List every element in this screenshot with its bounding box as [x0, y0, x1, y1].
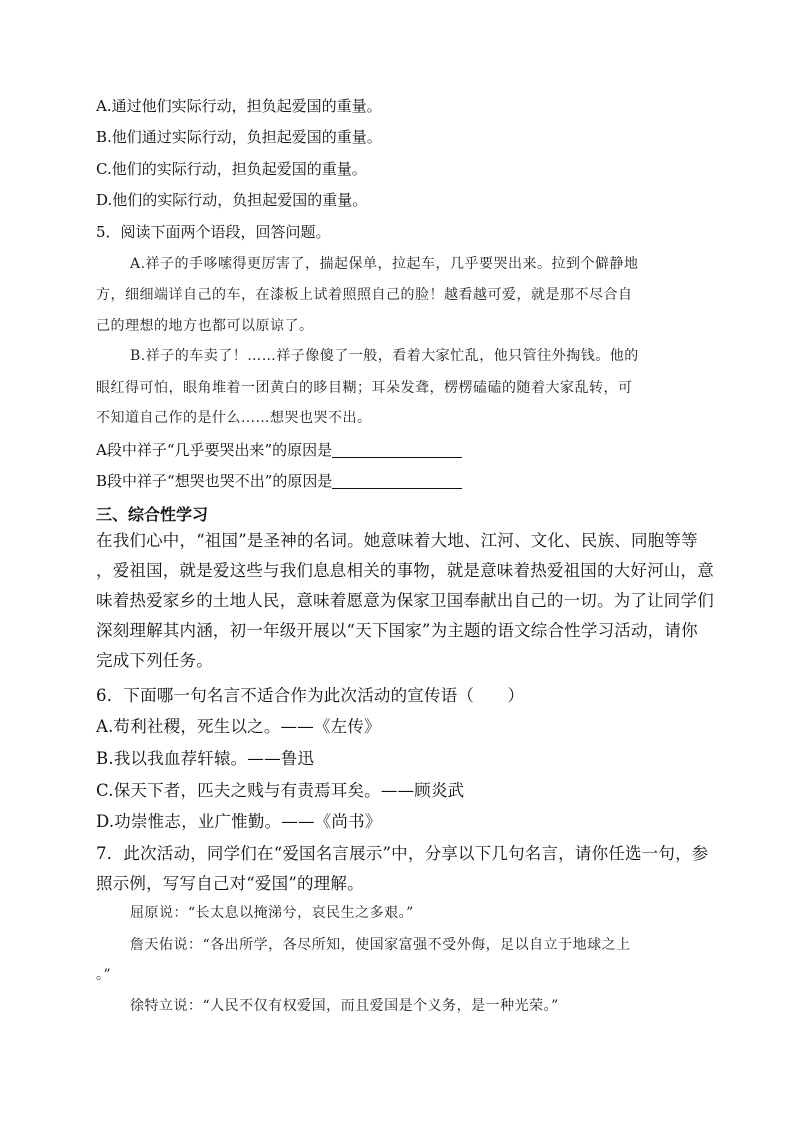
answer-blank-b[interactable]	[332, 473, 462, 489]
q7-stem-line-2: 照示例，写写自己对“爱国”的理解。	[96, 874, 364, 893]
q4-option-b: B.他们通过实际行动，负担起爱国的重量。	[96, 128, 382, 146]
q4-option-d: D.他们的实际行动，负担起爱国的重量。	[96, 191, 368, 209]
q5-question-b-text: B段中祥子“想哭也哭不出”的原因是	[96, 472, 333, 490]
q7-stem-line-1: 7．此次活动，同学们在“爱国名言展示”中，分享以下几句名言，请你任选一句，参	[96, 844, 709, 863]
passage-b-line-1: B.祥子的车卖了！……祥子像傻了一般，看着大家忙乱，他只管往外掏钱。他的	[130, 348, 639, 364]
passage-a-line-1: A.祥子的手哆嗦得更厉害了，揣起保单，拉起车，几乎要哭出来。拉到个僻静地	[130, 256, 639, 272]
q6-stem: 6．下面哪一句名言不适合作为此次活动的宣传语（ ）	[96, 686, 525, 705]
q5-question-a	[96, 440, 462, 460]
q6-option-a: A.苟利社稷，死生以之。——《左传》	[96, 717, 381, 736]
intro-line-1: 在我们心中，“祖国”是圣神的名词。她意味着大地、江河、文化、民族、同胞等等	[96, 531, 698, 550]
q5-question-a-text: A段中祥子“几乎要哭出来”的原因是	[96, 441, 333, 459]
passage-a-line-2: 方，细细端详自己的车，在漆板上试着照照自己的脸！越看越可爱，就是那不尽合自	[96, 287, 633, 303]
q6-option-d: D.功崇惟志，业广惟勤。——《尚书》	[96, 812, 382, 831]
quote-zhan-tianyou: 詹天佑说：“各出所学，各尽所知，使国家富强不受外侮，足以自立于地球之上	[130, 937, 631, 953]
passage-b-line-3: 不知道自己作的是什么……想哭也哭不出。	[96, 410, 372, 426]
q5-question-b	[96, 471, 462, 491]
intro-line-4: 深刻理解其内涵，初一年级开展以“天下国家”为主题的语文综合性学习活动，请你	[96, 621, 698, 640]
q4-option-a: A.通过他们实际行动，担负起爱国的重量。	[96, 97, 382, 115]
intro-line-2: ，爱祖国，就是爱这些与我们息息相关的事物，就是意味着热爱祖国的大好河山，意	[96, 561, 714, 580]
quote-qu-yuan: 屈原说：“长太息以掩涕兮，哀民生之多艰。”	[130, 905, 414, 921]
q5-stem: 5．阅读下面两个语段，回答问题。	[96, 223, 331, 241]
q4-option-c: C.他们的实际行动，担负起爱国的重量。	[96, 160, 367, 178]
q6-option-b: B.我以我血荐轩辕。——鲁迅	[96, 749, 315, 768]
quote-xu-teli: 徐特立说：“人民不仅有权爱国，而且爱国是个义务，是一种光荣。”	[130, 998, 559, 1014]
q6-option-c: C.保天下者，匹夫之贱与有责焉耳矣。——顾炎武	[96, 781, 465, 800]
intro-line-5: 完成下列任务。	[96, 651, 213, 670]
section-3-title: 三、综合性学习	[96, 505, 209, 524]
passage-b-line-2: 眼红得可怕，眼角堆着一团黄白的眵目糊；耳朵发聋，楞楞磕磕的随着大家乱转，可	[96, 380, 633, 396]
intro-line-3: 味着热爱家乡的土地人民，意味着愿意为保家卫国奉献出自己的一切。为了让同学们	[96, 591, 714, 610]
quote-zhan-tianyou-end: 。”	[96, 967, 112, 983]
answer-blank-a[interactable]	[332, 442, 462, 458]
passage-a-line-3: 己的理想的地方也都可以原谅了。	[96, 318, 314, 334]
